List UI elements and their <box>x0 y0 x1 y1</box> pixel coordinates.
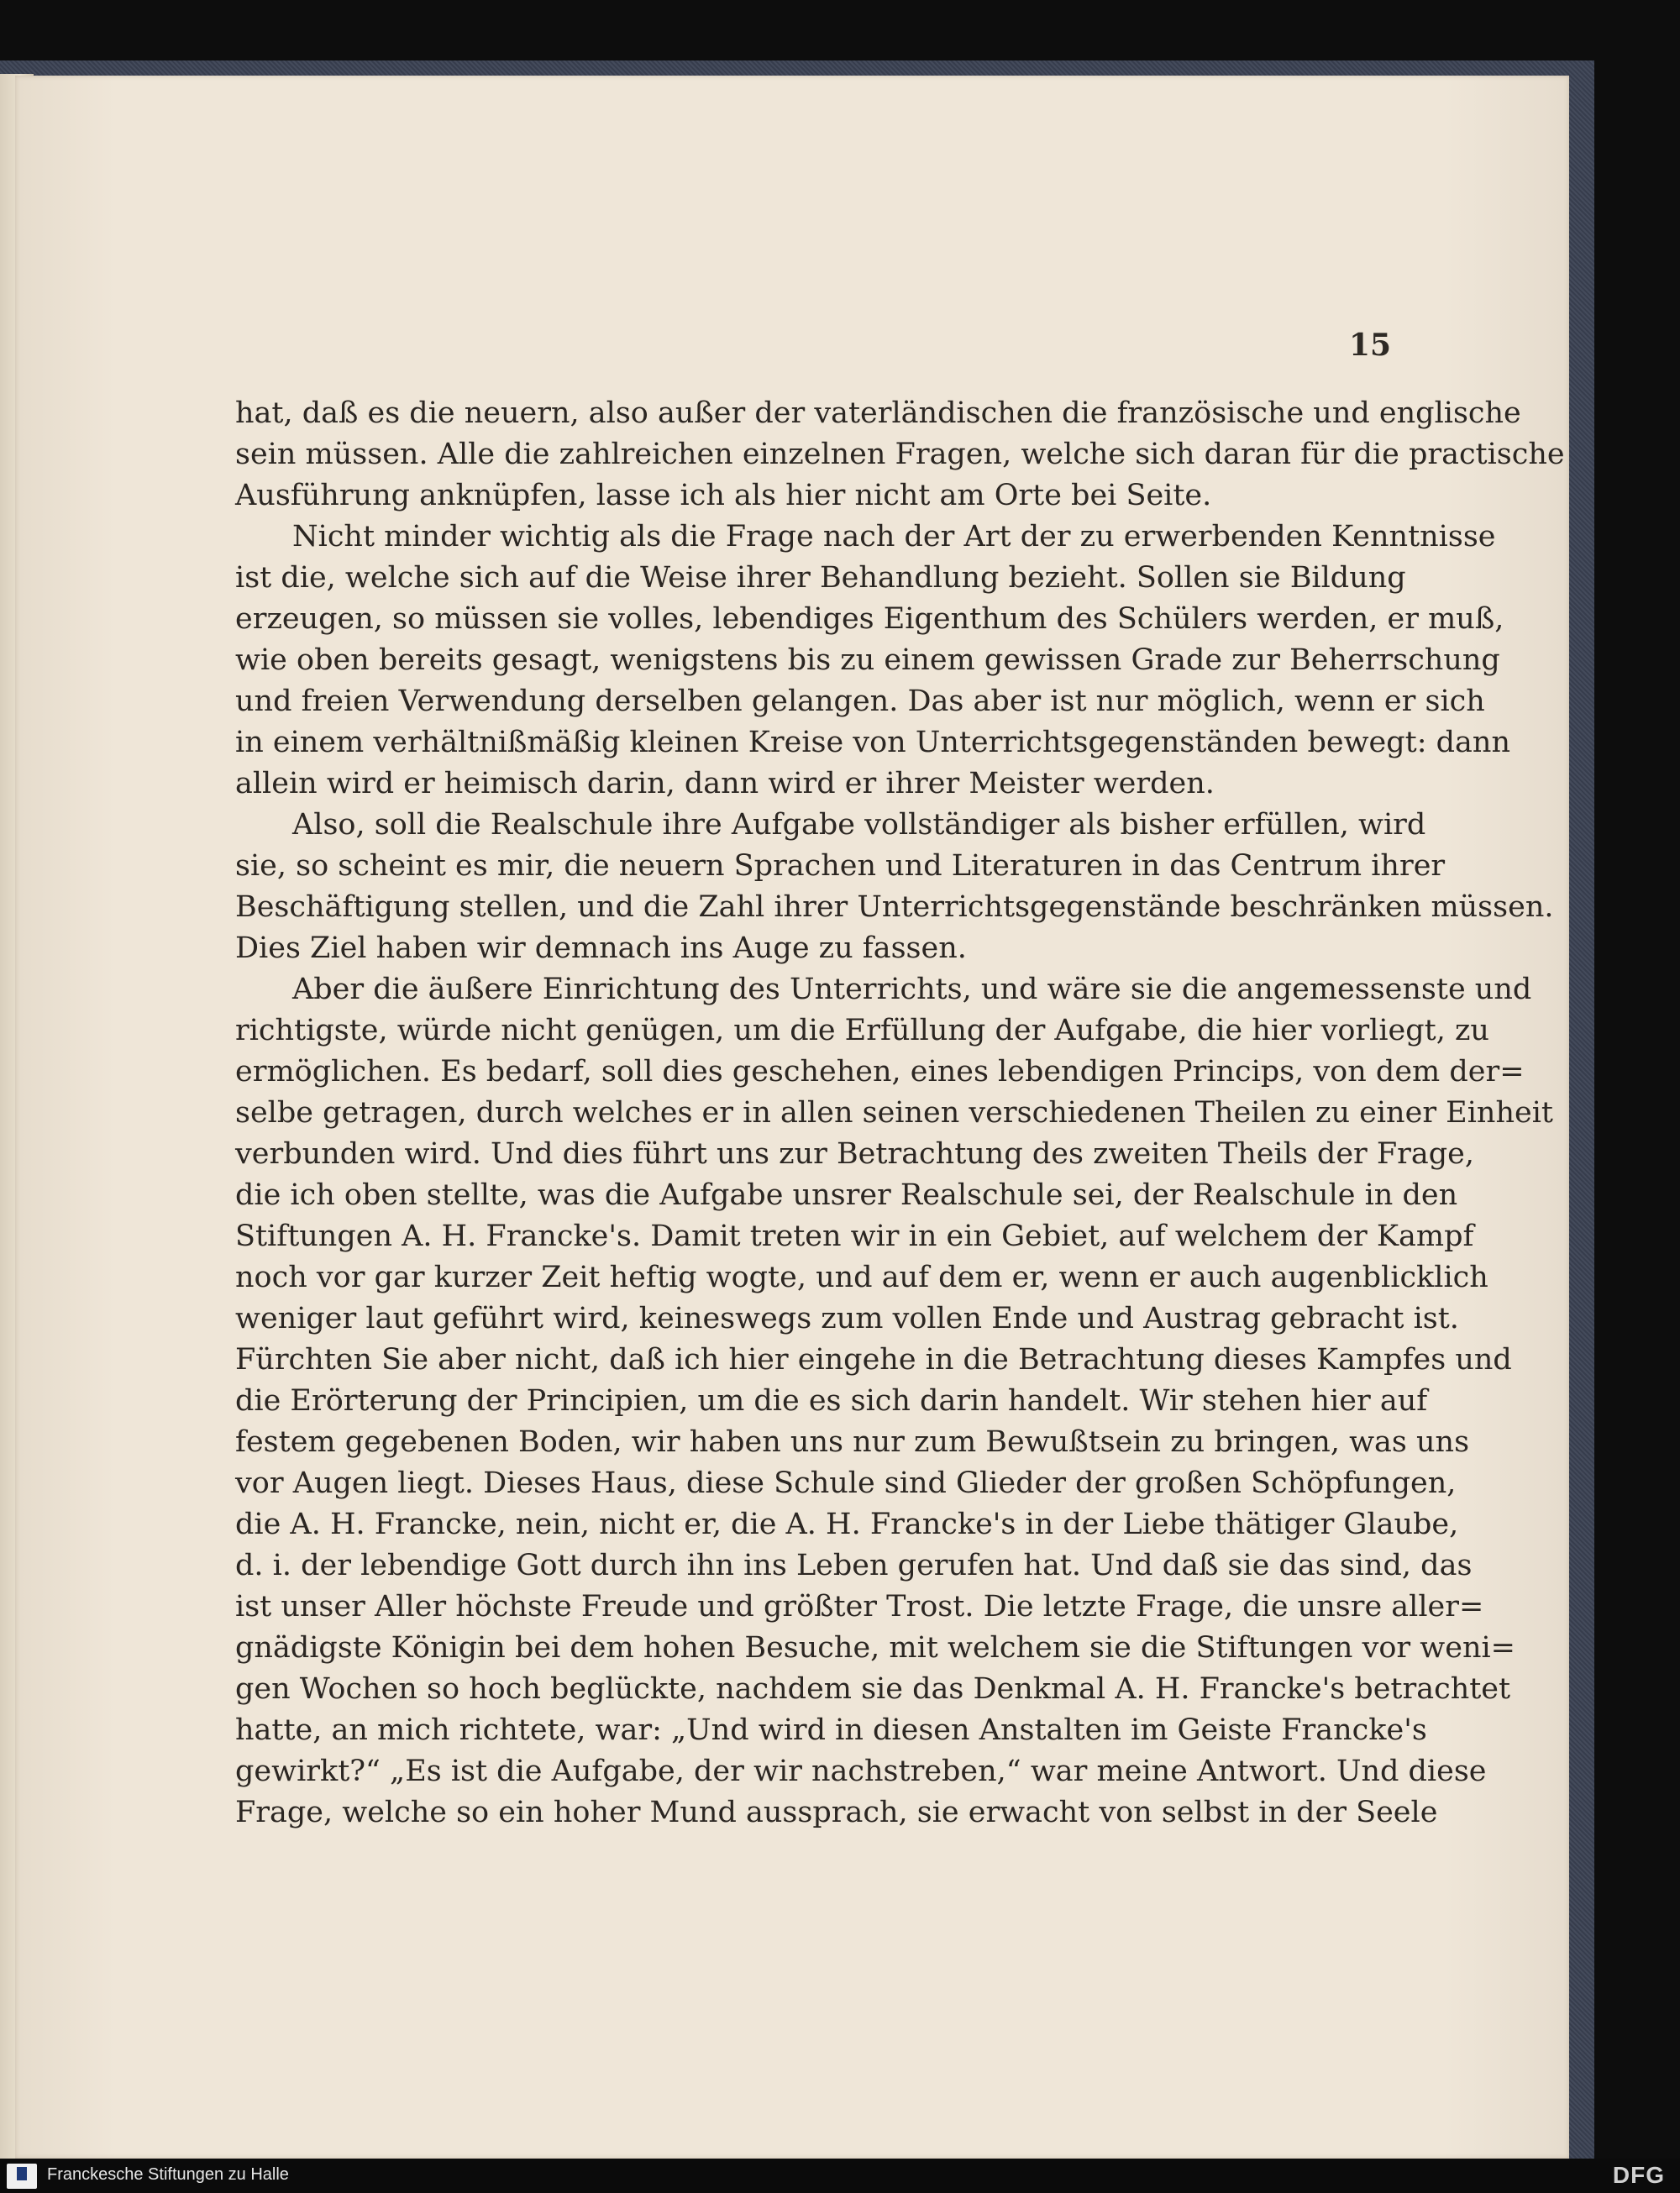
text-line: Frage, welche so ein hoher Mund aussprach, sie erwacht von selbst in der Seele <box>235 1796 1438 1829</box>
text-line: Aber die äußere Einrichtung des Unterrichts, und wäre sie die angemessenste und <box>292 973 1532 1006</box>
text-line: erzeugen, so müssen sie volles, lebendiges Eigenthum des Schülers werden, er muß, <box>235 602 1504 636</box>
text-line: Stiftungen A. H. Francke's. Damit treten wir in ein Gebiet, auf welchem der Kampf <box>235 1220 1474 1253</box>
text-line: sie, so scheint es mir, die neuern Sprachen und Literaturen in das Centrum ihrer <box>235 849 1446 883</box>
text-line: vor Augen liegt. Dieses Haus, diese Schule sind Glieder der großen Schöpfungen, <box>235 1466 1457 1500</box>
text-line: und freien Verwendung derselben gelangen. Das aber ist nur möglich, wenn er sich <box>235 685 1485 718</box>
text-line: ist unser Aller höchste Freude und größter Trost. Die letzte Frage, die unsre aller= <box>235 1590 1484 1624</box>
book-page <box>15 76 1569 2159</box>
text-line: hat, daß es die neuern, also außer der vaterländischen die französische und englische <box>235 396 1521 430</box>
dfg-logo[interactable]: DFG <box>1612 2162 1665 2188</box>
body-text <box>235 393 1565 1834</box>
text-line: in einem verhältnißmäßig kleinen Kreise von Unterrichtsgegenständen bewegt: dann <box>235 726 1510 759</box>
text-line: d. i. der lebendige Gott durch ihn ins Leben gerufen hat. Und daß sie das sind, das <box>235 1549 1473 1582</box>
text-line: Also, soll die Realschule ihre Aufgabe vollständiger als bisher erfüllen, wird <box>292 808 1426 842</box>
text-line: Dies Ziel haben wir demnach ins Auge zu fassen. <box>235 931 967 965</box>
text-line: hatte, an mich richtete, war: „Und wird in diesen Anstalten im Geiste Francke's <box>235 1713 1427 1747</box>
viewer-footer <box>0 2159 1680 2193</box>
text-line: Beschäftigung stellen, und die Zahl ihrer Unterrichtsgegenstände beschränken müssen. <box>235 890 1554 924</box>
text-line: Ausführung anknüpfen, lasse ich als hier nicht am Orte bei Seite. <box>235 479 1212 512</box>
text-line: ermöglichen. Es bedarf, soll dies geschehen, eines lebendigen Princips, von dem der= <box>235 1055 1525 1089</box>
text-line: gewirkt?“ „Es ist die Aufgabe, der wir nachstreben,“ war meine Antwort. Und diese <box>235 1755 1487 1788</box>
text-line: richtigste, würde nicht genügen, um die Erfüllung der Aufgabe, die hier vorliegt, zu <box>235 1014 1489 1047</box>
page-number: 15 <box>1349 328 1392 363</box>
text-line: selbe getragen, durch welches er in allen seinen verschiedenen Theilen zu einer Einheit <box>235 1096 1553 1130</box>
institution-label[interactable]: Franckesche Stiftungen zu Halle <box>47 2165 289 2184</box>
text-line: weniger laut geführt wird, keineswegs zum vollen Ende und Austrag gebracht ist. <box>235 1302 1459 1335</box>
text-line: wie oben bereits gesagt, wenigstens bis zu einem gewissen Grade zur Beherrschung <box>235 643 1500 677</box>
text-line: sein müssen. Alle die zahlreichen einzelnen Fragen, welche sich daran für die practische <box>235 438 1565 471</box>
text-line: Fürchten Sie aber nicht, daß ich hier eingehe in die Betrachtung dieses Kampfes und <box>235 1343 1512 1377</box>
text-line: die A. H. Francke, nein, nicht er, die A. H. Francke's in der Liebe thätiger Glaube, <box>235 1508 1459 1541</box>
text-line: die ich oben stellte, was die Aufgabe unsrer Realschule sei, der Realschule in den <box>235 1178 1458 1212</box>
text-line: die Erörterung der Principien, um die es sich darin handelt. Wir stehen hier auf <box>235 1384 1428 1418</box>
text-line: allein wird er heimisch darin, dann wird er ihrer Meister werden. <box>235 767 1215 800</box>
text-line: verbunden wird. Und dies führt uns zur Betrachtung des zweiten Theils der Frage, <box>235 1137 1475 1171</box>
institution-logo-icon[interactable] <box>7 2164 37 2189</box>
text-line: festem gegebenen Boden, wir haben uns nur zum Bewußtsein zu bringen, was uns <box>235 1425 1470 1459</box>
text-line: ist die, welche sich auf die Weise ihrer Behandlung bezieht. Sollen sie Bildung <box>235 561 1406 595</box>
text-line: gen Wochen so hoch beglückte, nachdem sie das Denkmal A. H. Francke's betrachtet <box>235 1672 1511 1706</box>
text-line: gnädigste Königin bei dem hohen Besuche, mit welchem sie die Stiftungen vor weni= <box>235 1631 1516 1665</box>
text-line: noch vor gar kurzer Zeit heftig wogte, und auf dem er, wenn er auch augenblicklich <box>235 1261 1488 1294</box>
text-line: Nicht minder wichtig als die Frage nach der Art der zu erwerbenden Kenntnisse <box>292 520 1496 553</box>
